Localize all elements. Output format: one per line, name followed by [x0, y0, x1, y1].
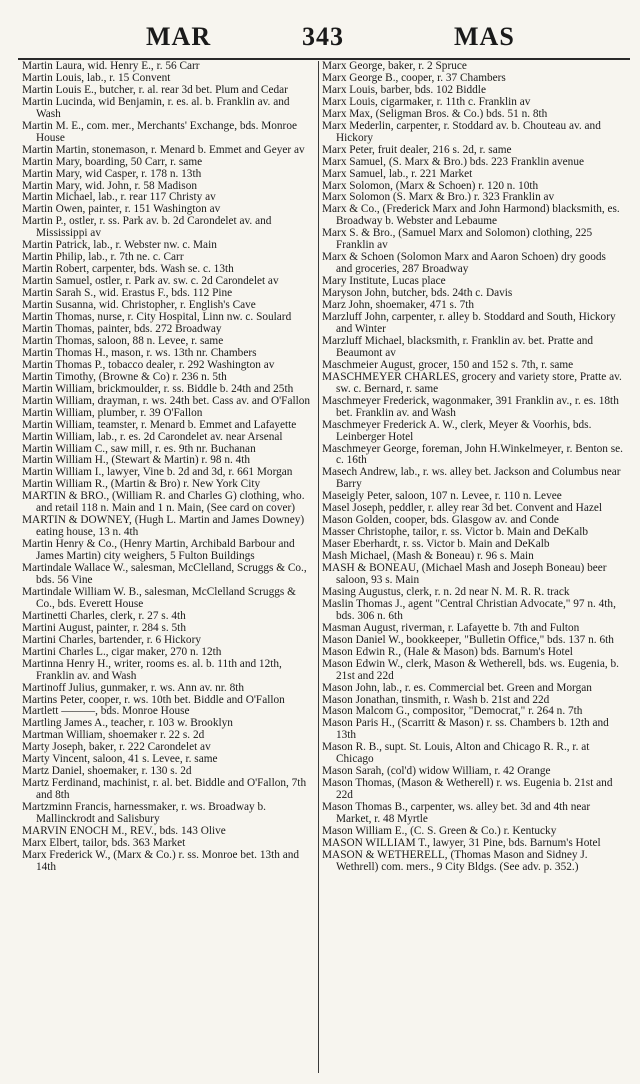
directory-entry: Martin Sarah S., wid. Erastus F., bds. 112 Pine	[22, 287, 233, 300]
directory-entry: Martin Thomas, nurse, r. City Hospital, Linn nw. c. Soulard	[22, 311, 292, 324]
directory-entry: Martin Owen, painter, r. 151 Washington av	[22, 203, 221, 216]
directory-entry: Marzluff John, carpenter, r. alley b. Stoddard and South, Hickory and Winter	[322, 311, 616, 335]
directory-entry: Mason Malcom G., compositor, "Democrat," r. 264 n. 7th	[322, 705, 583, 718]
directory-entry: Martin Thomas, saloon, 88 n. Levee, r. same	[22, 334, 224, 347]
directory-entry: Marx & Schoen (Solomon Marx and Aaron Schoen) dry goods and groceries, 287 Broadway	[322, 251, 606, 276]
directory-entry: Maslin Thomas J., agent "Central Christian Advocate," 97 n. 4th, bds. 306 n. 6th	[322, 597, 616, 622]
directory-entry: Maryson John, butcher, bds. 24th c. Davis	[322, 287, 513, 300]
directory-entry: Martin William R., (Martin & Bro) r. New York City	[22, 478, 261, 491]
directory-entry: Martin Martin, stonemason, r. Menard b. Emmet and Geyer av	[22, 143, 305, 156]
directory-entry: Maser Eberhardt, r. ss. Victor b. Main and DeKalb	[322, 538, 550, 551]
directory-entry: Martlett ———, bds. Monroe House	[22, 705, 190, 718]
directory-entry: Marx Frederick W., (Marx & Co.) r. ss. Monroe bet. 13th and 14th	[22, 848, 300, 873]
directory-entry: Marx Samuel, lab., r. 221 Market	[322, 167, 473, 180]
directory-entry: Martin Mary, wid. John, r. 58 Madison	[22, 179, 197, 192]
directory-entry: Mason William E., (C. S. Green & Co.) r. Kentucky	[322, 825, 557, 837]
right-column	[322, 61, 624, 874]
directory-entry: MASON & WETHERELL, (Thomas Mason and Sidney J. Wethrell) com. mers., 9 City Bldgs. (See adv. p. 352.)	[322, 848, 588, 873]
directory-entry: Martindale Wallace W., salesman, McClelland, Scruggs & Co., bds. 56 Vine	[22, 562, 307, 586]
directory-entry: Marty Vincent, saloon, 41 s. Levee, r. same	[22, 753, 218, 766]
directory-entry: Martin William, lab., r. es. 2d Carondelet av. near Arsenal	[22, 430, 283, 443]
directory-entry: Marx Max, (Seligman Bros. & Co.) bds. 51 n. 8th	[322, 107, 548, 120]
directory-entry: Martin Robert, carpenter, bds. Wash se. c. 13th	[22, 263, 234, 276]
directory-entry: Mary Institute, Lucas place	[322, 275, 446, 288]
directory-entry: MARTIN & BRO., (William R. and Charles G) clothing, who. and retail 118 n. Main and 1 n. Main, (See card on cover)	[22, 490, 305, 515]
directory-entry: Marx George, baker, r. 2 Spruce	[322, 60, 467, 72]
directory-entry: Marx Solomon (S. Marx & Bro.) r. 323 Franklin av	[322, 191, 555, 204]
directory-entry: Martin Mary, boarding, 50 Carr, r. same	[22, 155, 203, 168]
directory-entry: Martin Michael, lab., r. rear 117 Christy av	[22, 191, 216, 204]
directory-entry: Mason Thomas B., carpenter, ws. alley bet. 3d and 4th near Market, r. 48 Myrtle	[322, 801, 591, 826]
directory-entry: Marz John, shoemaker, 471 s. 7th	[322, 299, 475, 312]
directory-entry: Martin Thomas H., mason, r. ws. 13th nr. Chambers	[22, 346, 257, 359]
directory-entry: Masser Christophe, tailor, r. ss. Victor b. Main and DeKalb	[322, 526, 588, 539]
directory-entry: Masing Augustus, clerk, r. n. 2d near N. M. R. R. track	[322, 585, 570, 598]
directory-entry: Maschmeyer Frederick A. W., clerk, Meyer & Voorhis, bds. Leinberger Hotel	[322, 418, 592, 443]
directory-entry: MASON WILLIAM T., lawyer, 31 Pine, bds. Barnum's Hotel	[322, 836, 601, 849]
directory-entry: Martin Louis, lab., r. 15 Convent	[22, 71, 171, 84]
directory-entry: Martini August, painter, r. 284 s. 5th	[22, 621, 186, 634]
directory-entry: MARTIN & DOWNEY, (Hugh L. Martin and James Downey) eating house, 13 n. 4th	[22, 514, 305, 539]
directory-entry: Mason Edwin W., clerk, Mason & Wetherell, bds. ws. Eugenia, b. 21st and 22d	[322, 657, 619, 682]
directory-entry: Mason Jonathan, tinsmith, r. Wash b. 21st and 22d	[322, 693, 550, 706]
directory-entry: Mason Golden, cooper, bds. Glasgow av. and Conde	[322, 514, 559, 527]
directory-entry: Martz Daniel, shoemaker, r. 130 s. 2d	[22, 765, 192, 778]
left-column	[22, 61, 319, 1073]
directory-entry: MASCHMEYER CHARLES, grocery and variety store, Pratte av. sw. c. Bernard, r. same	[322, 370, 622, 395]
directory-entry: Mason John, lab., r. es. Commercial bet. Green and Morgan	[322, 681, 592, 694]
directory-entry: Martini Charles L., cigar maker, 270 n. 12th	[22, 645, 222, 658]
directory-entry: Mason Sarah, (col'd) widow William, r. 42 Orange	[322, 765, 551, 778]
directory-entry: Masel Joseph, peddler, r. alley rear 3d bet. Convent and Hazel	[322, 502, 602, 515]
directory-entry: Martins Peter, cooper, r. ws. 10th bet. Biddle and O'Fallon	[22, 693, 285, 706]
directory-entry: Mason Daniel W., bookkeeper, "Bulletin Office," bds. 137 n. 6th	[322, 633, 614, 646]
directory-entry: Martin Susanna, wid. Christopher, r. English's Cave	[22, 299, 256, 312]
directory-entry: Martin William H., (Stewart & Martin) r. 98 n. 4th	[22, 454, 251, 467]
directory-entry: Martin Timothy, (Browne & Co) r. 236 n. 5th	[22, 370, 227, 383]
directory-entry: Marx & Co., (Frederick Marx and John Harmond) blacksmith, es. Broadway b. Webster and Lebaume	[322, 203, 620, 228]
directory-entry: Marx Louis, cigarmaker, r. 11th c. Franklin av	[322, 95, 531, 108]
directory-entry: Marx Elbert, tailor, bds. 363 Market	[22, 836, 186, 849]
directory-entry: Marx Solomon, (Marx & Schoen) r. 120 n. 10th	[322, 179, 539, 192]
directory-entry: Martman William, shoemaker r. 22 s. 2d	[22, 729, 205, 742]
directory-entry: Martin William, plumber, r. 39 O'Fallon	[22, 406, 203, 419]
directory-entry: Martin Henry & Co., (Henry Martin, Archibald Barbour and James Martin) city weighers, 5 Fulton Buildings	[22, 538, 295, 563]
directory-entry: Martin Lucinda, wid Benjamin, r. es. al. b. Franklin av. and Wash	[22, 95, 290, 120]
directory-entry: Marx Samuel, (S. Marx & Bro.) bds. 223 Franklin avenue	[322, 155, 584, 168]
directory-entry: Martinna Henry H., writer, rooms es. al. b. 11th and 12th, Franklin av. and Wash	[22, 657, 282, 682]
page-header	[0, 22, 640, 56]
header-left-guide-word: MAR	[146, 22, 212, 51]
directory-entry: MARVIN ENOCH M., REV., bds. 143 Olive	[22, 825, 226, 837]
directory-entry: Maschmeier August, grocer, 150 and 152 s. 7th, r. same	[322, 358, 574, 371]
directory-entry: Martin Thomas, painter, bds. 272 Broadway	[22, 322, 222, 335]
directory-entry: Martinetti Charles, clerk, r. 27 s. 4th	[22, 609, 186, 622]
directory-entry: Marx Louis, barber, bds. 102 Biddle	[322, 83, 486, 96]
directory-entry: Martin William I., lawyer, Vine b. 2d and 3d, r. 661 Morgan	[22, 466, 293, 479]
directory-entry: Mash Michael, (Mash & Boneau) r. 96 s. Main	[322, 550, 534, 563]
directory-entry: Martin William, teamster, r. Menard b. Emmet and Lafayette	[22, 418, 297, 431]
directory-entry: Martz Ferdinand, machinist, r. al. bet. Biddle and O'Fallon, 7th and 8th	[22, 777, 307, 802]
directory-entry: Masech Andrew, lab., r. ws. alley bet. Jackson and Columbus near Barry	[322, 466, 621, 491]
directory-entry: Mason Paris H., (Scarritt & Mason) r. ss. Chambers b. 12th and 13th	[322, 717, 609, 742]
directory-entry: Mason R. B., supt. St. Louis, Alton and Chicago R. R., r. at Chicago	[322, 741, 590, 766]
directory-entry: Marzluff Michael, blacksmith, r. Franklin av. bet. Pratte and Beaumont av	[322, 334, 594, 359]
directory-entry: MASH & BONEAU, (Michael Mash and Joseph Boneau) beer saloon, 93 s. Main	[322, 562, 607, 586]
directory-entry: Marx S. & Bro., (Samuel Marx and Solomon) clothing, 225 Franklin av	[322, 227, 593, 252]
header-right-guide-word: MAS	[454, 22, 515, 51]
directory-entry: Masman August, riverman, r. Lafayette b. 7th and Fulton	[322, 621, 580, 634]
directory-entry: Marty Joseph, baker, r. 222 Carondelet av	[22, 741, 211, 754]
directory-entry: Martin Thomas P., tobacco dealer, r. 292 Washington av	[22, 358, 275, 371]
directory-entry: Martin Patrick, lab., r. Webster nw. c. Main	[22, 239, 217, 252]
directory-entry: Mason Edwin R., (Hale & Mason) bds. Barnum's Hotel	[322, 645, 573, 658]
directory-entry: Martin Louis E., butcher, r. al. rear 3d bet. Plum and Cedar	[22, 83, 288, 96]
directory-entry: Martin M. E., com. mer., Merchants' Exchange, bds. Monroe House	[22, 119, 297, 144]
directory-entry: Marx Peter, fruit dealer, 216 s. 2d, r. same	[322, 143, 512, 156]
directory-entry: Martin Mary, wid Casper, r. 178 n. 13th	[22, 167, 202, 180]
directory-entry: Martin William, drayman, r. ws. 24th bet. Cass av. and O'Fallon	[22, 394, 311, 407]
directory-entry: Martin William C., saw mill, r. es. 9th nr. Buchanan	[22, 442, 256, 455]
directory-entry: Marx George B., cooper, r. 37 Chambers	[322, 71, 506, 84]
directory-entry: Martin Samuel, ostler, r. Park av. sw. c. 2d Carondelet av	[22, 275, 279, 288]
directory-entry: Marx Mederlin, carpenter, r. Stoddard av. b. Chouteau av. and Hickory	[322, 119, 601, 144]
directory-entry: Martinoff Julius, gunmaker, r. ws. Ann av. nr. 8th	[22, 681, 245, 694]
directory-entry: Martin Philip, lab., r. 7th ne. c. Carr	[22, 251, 184, 264]
directory-entry: Martin Laura, wid. Henry E., r. 56 Carr	[22, 60, 200, 72]
directory-entry: Martling James A., teacher, r. 103 w. Brooklyn	[22, 717, 233, 730]
directory-entry: Martin P., ostler, r. ss. Park av. b. 2d Carondelet av. and Mississippi av	[22, 215, 272, 240]
directory-entry: Mason Thomas, (Mason & Wetherell) r. ws. Eugenia b. 21st and 22d	[322, 777, 613, 802]
directory-entry: Martindale William W. B., salesman, McClelland Scruggs & Co., bds. Everett House	[22, 585, 296, 610]
directory-entry: Martini Charles, bartender, r. 6 Hickory	[22, 633, 201, 646]
directory-entry: Maschmeyer George, foreman, John H.Winkelmeyer, r. Benton se. c. 16th	[322, 442, 623, 467]
directory-entry: Martzminn Francis, harnessmaker, r. ws. Broadway b. Mallinckrodt and Salisbury	[22, 801, 266, 826]
directory-entry: Martin William, brickmoulder, r. ss. Biddle b. 24th and 25th	[22, 382, 294, 395]
directory-entry: Maschmeyer Frederick, wagonmaker, 391 Franklin av., r. es. 18th bet. Franklin av. and Wash	[322, 394, 619, 419]
directory-entry: Maseigly Peter, saloon, 107 n. Levee, r. 110 n. Levee	[322, 490, 562, 503]
page-number: 343	[302, 22, 344, 51]
